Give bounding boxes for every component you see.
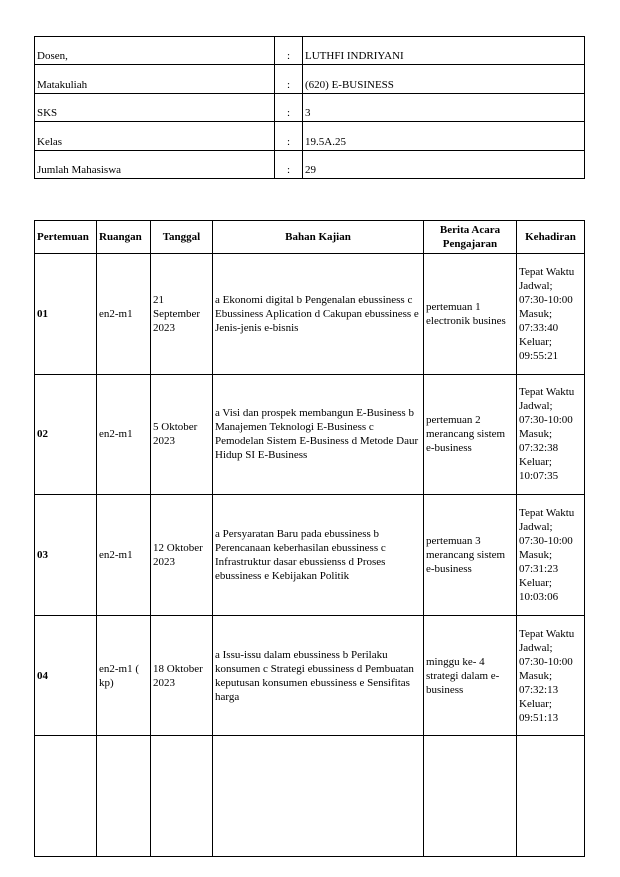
table-row [35,254,585,375]
cell-tanggal: 12 Oktober 2023 [151,495,213,616]
cell-pertemuan: 03 [35,495,97,616]
info-separator: : [275,65,303,93]
cell-berita-acara: minggu ke- 4 strategi dalam e-business [424,615,517,736]
table-row [35,615,585,736]
header-berita-acara: Berita Acara Pengajaran [424,221,517,254]
table-header-row [35,221,585,254]
cell-kehadiran: Tepat Waktu Jadwal; 07:30-10:00 Masuk; 07:31:23 Keluar; 10:03:06 [517,495,585,616]
cell-pertemuan: 04 [35,615,97,736]
info-value: LUTHFI INDRIYANI [303,37,585,65]
cell-ruangan: en2-m1 ( kp) [97,615,151,736]
attendance-table [34,220,585,857]
header-pertemuan: Pertemuan [35,221,97,254]
info-separator: : [275,150,303,178]
continuation-cell [424,736,517,857]
info-label: SKS [35,93,275,121]
cell-bahan-kajian: a Issu-issu dalam ebussiness b Perilaku konsumen c Strategi ebussiness d Pembuatan keputusan konsumen ebussiness e Sensifitas harga [213,615,424,736]
continuation-cell [35,736,97,857]
info-value: 19.5A.25 [303,122,585,150]
course-info-table [34,36,585,179]
info-label: Matakuliah [35,65,275,93]
table-continuation-row [35,736,585,857]
header-ruangan: Ruangan [97,221,151,254]
info-value: 3 [303,93,585,121]
info-row-sks [35,93,585,121]
info-row-jumlah-mahasiswa [35,150,585,178]
cell-bahan-kajian: a Persyaratan Baru pada ebussiness b Perencanaan keberhasilan ebussiness c Infrastruktur dasar ebussienss d Proses ebussiness e Kebijakan Politik [213,495,424,616]
cell-pertemuan: 02 [35,374,97,495]
cell-tanggal: 5 Oktober 2023 [151,374,213,495]
cell-berita-acara: pertemuan 2 merancang sistem e-business [424,374,517,495]
cell-berita-acara: pertemuan 3 merancang sistem e-business [424,495,517,616]
cell-tanggal: 21 September 2023 [151,254,213,375]
cell-bahan-kajian: a Visi dan prospek membangun E-Business b Manajemen Teknologi E-Business c Pemodelan Sistem E-Business d Metode Daur Hidup SI E-Business [213,374,424,495]
info-separator: : [275,93,303,121]
info-label: Kelas [35,122,275,150]
table-row [35,495,585,616]
cell-kehadiran: Tepat Waktu Jadwal; 07:30-10:00 Masuk; 07:32:13 Keluar; 09:51:13 [517,615,585,736]
continuation-cell [97,736,151,857]
cell-berita-acara: pertemuan 1 electronik busines [424,254,517,375]
info-row-kelas [35,122,585,150]
info-value: 29 [303,150,585,178]
info-label: Dosen, [35,37,275,65]
cell-ruangan: en2-m1 [97,254,151,375]
info-row-dosen [35,37,585,65]
continuation-cell [517,736,585,857]
cell-kehadiran: Tepat Waktu Jadwal; 07:30-10:00 Masuk; 07:33:40 Keluar; 09:55:21 [517,254,585,375]
header-bahan-kajian: Bahan Kajian [213,221,424,254]
info-row-matakuliah [35,65,585,93]
cell-kehadiran: Tepat Waktu Jadwal; 07:30-10:00 Masuk; 07:32:38 Keluar; 10:07:35 [517,374,585,495]
table-row [35,374,585,495]
cell-pertemuan: 01 [35,254,97,375]
cell-ruangan: en2-m1 [97,495,151,616]
header-tanggal: Tanggal [151,221,213,254]
cell-tanggal: 18 Oktober 2023 [151,615,213,736]
info-value: (620) E-BUSINESS [303,65,585,93]
header-kehadiran: Kehadiran [517,221,585,254]
info-separator: : [275,37,303,65]
info-label: Jumlah Mahasiswa [35,150,275,178]
cell-ruangan: en2-m1 [97,374,151,495]
continuation-cell [151,736,213,857]
cell-bahan-kajian: a Ekonomi digital b Pengenalan ebussiness c Ebussiness Aplication d Cakupan ebussiness e Jenis-jenis e-bisnis [213,254,424,375]
info-separator: : [275,122,303,150]
continuation-cell [213,736,424,857]
